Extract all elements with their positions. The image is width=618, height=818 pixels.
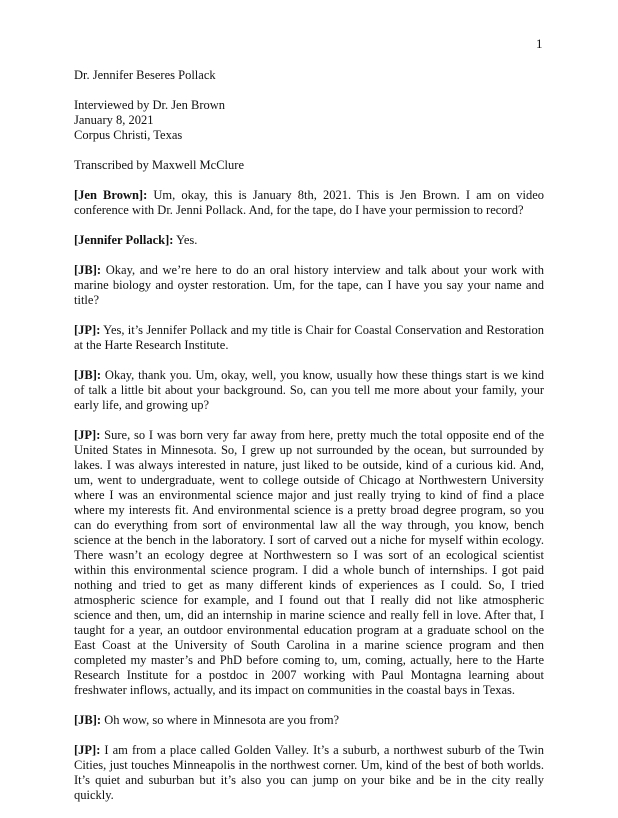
speaker-label: [JB]: (74, 713, 102, 727)
speaker-label: [Jen Brown]: (74, 188, 148, 202)
transcriber-line: Transcribed by Maxwell McClure (74, 158, 244, 172)
interviewer-line: Interviewed by Dr. Jen Brown (74, 98, 226, 112)
paragraph-text: Um, okay, this is January 8th, 2021. This is Jen Brown. I am on video conference with Dr. Jenni Pollack. And, for the tape, do I have your permission to record? (74, 188, 544, 217)
paragraph-text: Okay, thank you. Um, okay, well, you know, usually how these things start is we kind of talk a little bit about your background. So, can you tell me more about your family, your early life, and growing up? (74, 368, 544, 412)
speaker-label: [Jennifer Pollack]: (74, 233, 174, 247)
interviewee-name: Dr. Jennifer Beseres Pollack (74, 68, 216, 82)
transcript-paragraph (74, 743, 544, 803)
paragraph-text: Oh wow, so where in Minnesota are you from? (101, 713, 340, 727)
interview-date: January 8, 2021 (74, 113, 154, 127)
paragraph-text: I am from a place called Golden Valley. It’s a suburb, a northwest suburb of the Twin Cities, just touches Minneapolis in the northwest corner. Um, kind of the best of both worlds. It’s quiet and suburban but it’s also you can jump on your bike and be in the city really quickly. (74, 743, 544, 802)
paragraph-text: Yes. (173, 233, 198, 247)
transcript-paragraph (74, 233, 544, 248)
transcript-paragraph (74, 713, 544, 728)
page-number: 1 (536, 36, 543, 51)
speaker-label: [JB]: (74, 368, 102, 382)
paragraph-text: Okay, and we’re here to do an oral history interview and talk about your work with marine biology and oyster restoration. Um, for the tape, can I have you say your name and title? (74, 263, 544, 307)
interview-location: Corpus Christi, Texas (74, 128, 183, 142)
speaker-label: [JP]: (74, 428, 101, 442)
transcript-paragraph (74, 428, 544, 698)
transcript-paragraph (74, 323, 544, 353)
speaker-label: [JP]: (74, 743, 101, 757)
transcript-paragraph (74, 188, 544, 218)
paragraph-text: Yes, it’s Jennifer Pollack and my title is Chair for Coastal Conservation and Restoration at the Harte Research Institute. (74, 323, 544, 352)
transcript-body (74, 68, 544, 818)
transcript-paragraph (74, 263, 544, 308)
speaker-label: [JP]: (74, 323, 101, 337)
transcript-paragraph (74, 368, 544, 413)
speaker-label: [JB]: (74, 263, 102, 277)
paragraph-text: Sure, so I was born very far away from here, pretty much the total opposite end of the United States in Minnesota. So, I grew up not surrounded by the ocean, but surrounded by lakes. I was always interested in nature, just liked to be outside, kind of a curious kid. And, um, went to undergraduate, went to college outside of Chicago at Northwestern University where I was an environmental science major and just really trying to kind of find a place where my interests fit. And environmental science is a pretty broad degree program, so you can do everything from sort of environmental law all the way through, you know, bench science at the bench in the laboratory. I sort of carved out a niche for myself within ecology. There wasn’t an ecology degree at Northwestern so I was sort of an ecological scientist within this environmental science program. I did a whole bunch of internships. I got paid nothing and tried to get as many different kinds of experiences as I could. So, I tried atmospheric science for example, and I found out that I really did not like atmospheric science and then, um, did an internship in marine science and really fell in love. After that, I taught for a year, an outdoor environmental education program at a graduate school on the East Coast at the University of South Carolina in a marine science program and then completed my master’s and PhD before coming to, um, coming, actually, here to the Harte Research Institute for a postdoc in 2007 working with Paul Montagna learning about freshwater inflows, actually, and its impact on communities in the coastal bays in Texas. (74, 428, 544, 697)
